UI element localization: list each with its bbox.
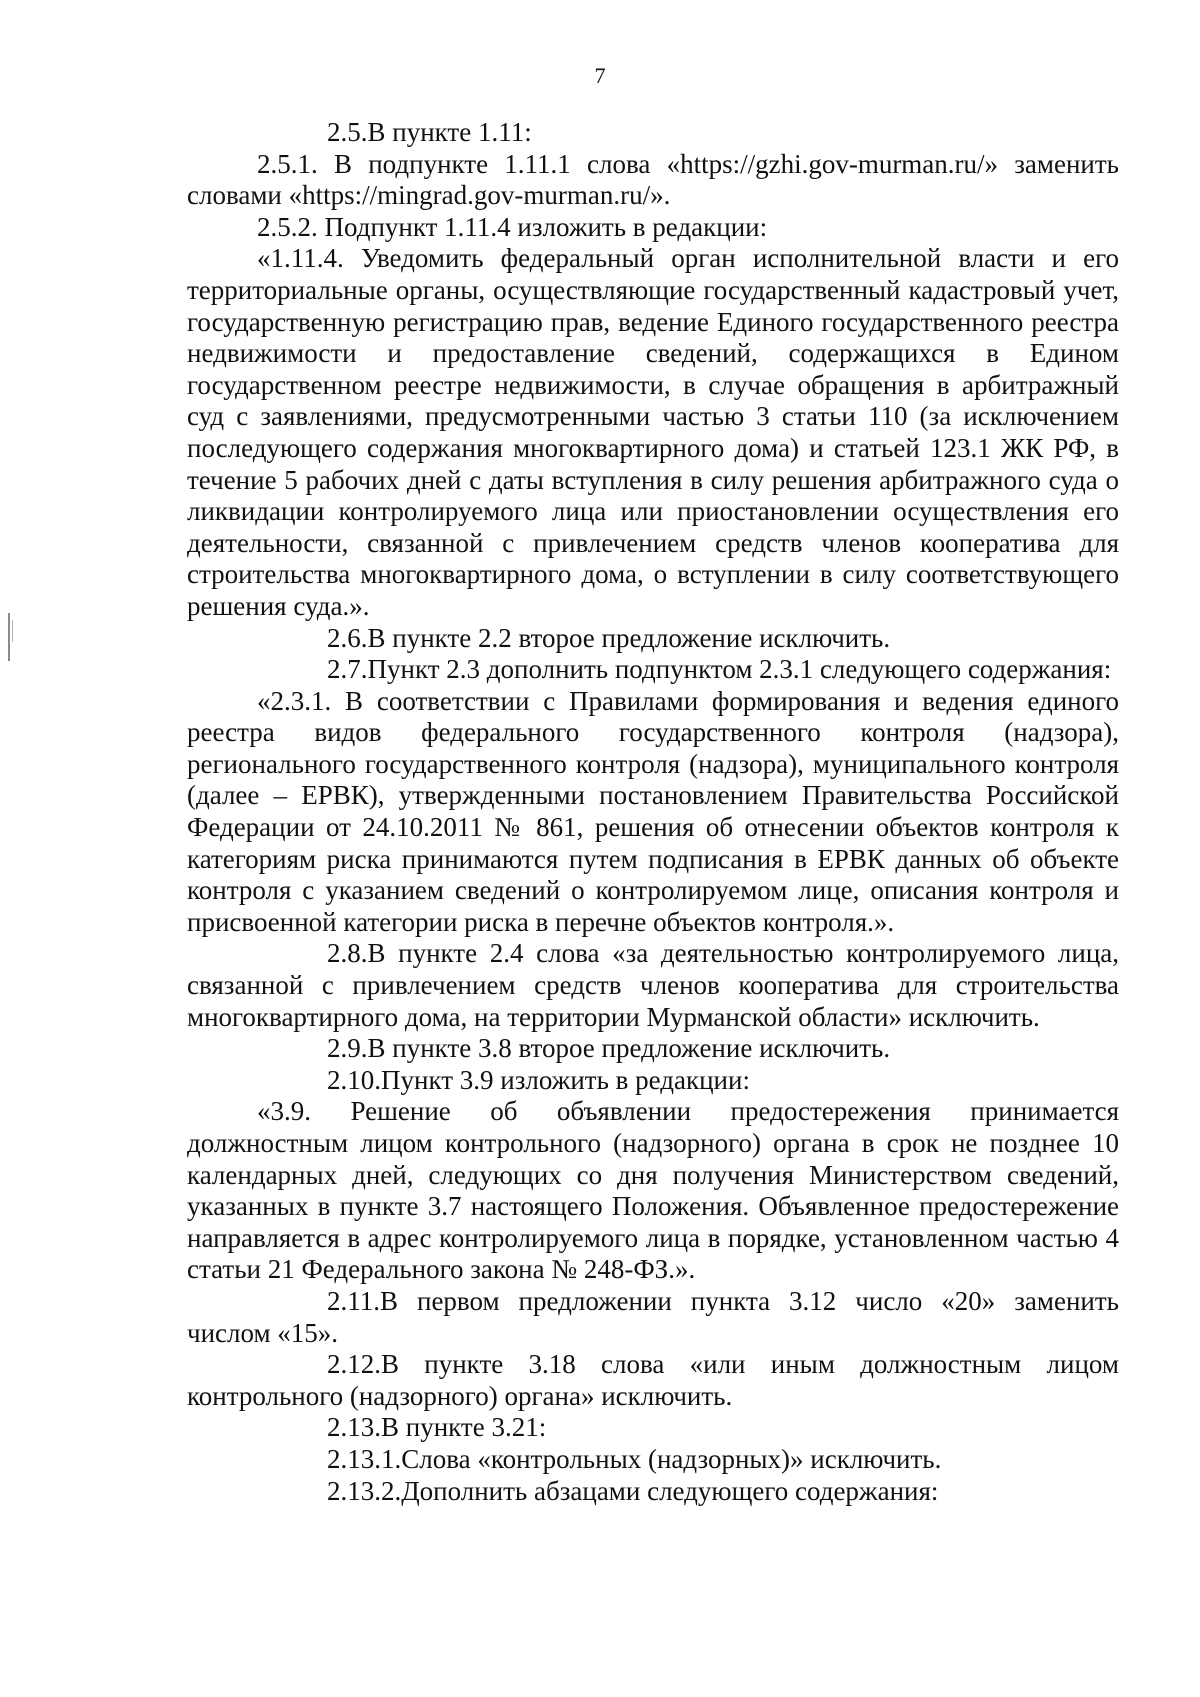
paragraph-3-9-quote xyxy=(187,1096,1119,1286)
paragraph-2-3-1-quote xyxy=(187,686,1119,939)
paragraph-2-6 xyxy=(187,623,1119,655)
paragraph-text: Пункт 2.3 дополнить подпунктом 2.3.1 следующего содержания: xyxy=(367,654,1112,685)
paragraph-2-7 xyxy=(187,654,1119,686)
item-number: 2.5. xyxy=(327,117,368,147)
paragraph-text: В пункте 3.8 второе предложение исключить. xyxy=(367,1033,891,1064)
item-number: 2.11. xyxy=(327,1285,380,1316)
item-number: 2.7. xyxy=(327,654,368,685)
paragraph-text: В пункте 3.21: xyxy=(381,1412,547,1443)
paragraph-text: «2.3.1. В соответствии с Правилами формирования и ведения единого реестра видов федерального государственного контроля (надзора), регионального государственного контроля (надзора), муниципального контроля (далее – ЕРВК), утвержденными постановлением Правительства Российской Федерации от 24.10.2011 № 861, решения об отнесении объектов контроля к категориям риска принимаются путем подписания в ЕРВК данных об объекте контроля с указанием сведений о контролируемом лице, описания контроля и присвоенной категории риска в перечне объектов контроля.». xyxy=(187,685,1119,937)
paragraph-2-5-2 xyxy=(187,212,1119,244)
paragraph-text: Дополнить абзацами следующего содержания: xyxy=(401,1475,939,1506)
item-number: 2.12. xyxy=(327,1349,381,1380)
paragraph-text: В пункте 2.4 слова «за деятельностью контролируемого лица, связанной с привлечением средств членов кооператива для строительства многоквартирного дома, на территории Мурманской области» исключить. xyxy=(187,938,1119,1032)
paragraph-1-11-4-quote xyxy=(187,243,1119,622)
paragraph-2-5 xyxy=(187,117,1119,149)
paragraph-2-13-1 xyxy=(187,1444,1119,1476)
item-number: 2.10. xyxy=(327,1064,381,1095)
paragraph-text: 2.5.1. В подпункте 1.11.1 слова «https://gzhi.gov-murman.ru/» заменить словами «https://mingrad.gov-murman.ru/». xyxy=(187,148,1119,211)
item-number: 2.13.2. xyxy=(327,1475,402,1506)
item-number: 2.6. xyxy=(327,622,368,653)
paragraph-2-10 xyxy=(187,1065,1119,1097)
scan-margin-mark xyxy=(8,613,10,661)
paragraph-text: «1.11.4. Уведомить федеральный орган исполнительной власти и его территориальные органы, осуществляющие государственный кадастровый учет, государственную регистрацию прав, ведение Единого государственного реестра недвижимости и предоставление сведений, содержащихся в Едином государственном реестре недвижимости, в случае обращения в арбитражный суд с заявлениями, предусмотренными частью 3 статьи 110 (за исключением последующего содержания многоквартирного дома) и статьей 123.1 ЖК РФ, в течение 5 рабочих дней с даты вступления в силу решения арбитражного суда о ликвидации контролируемого лица или приостановлении осуществления его деятельности, связанной с привлечением средств членов кооператива для строительства многоквартирного дома, о вступлении в силу соответствующего решения суда.». xyxy=(187,243,1119,621)
paragraph-text: В пункте 3.18 слова «или иным должностным лицом контрольного (надзорного) органа» исключить. xyxy=(187,1349,1119,1411)
item-number: 2.8. xyxy=(327,938,368,969)
item-number: 2.13. xyxy=(327,1412,381,1443)
paragraph-text: «3.9. Решение об объявлении предостережения принимается должностным лицом контрольного (надзорного) органа в срок не позднее 10 календарных дней, следующих со дня получения Министерством сведений, указанных в пункте 3.7 настоящего Положения. Объявленное предостережение направляется в адрес контролируемого лица в порядке, установленном частью 4 статьи 21 Федерального закона № 248-ФЗ.». xyxy=(187,1096,1119,1285)
paragraph-text: В первом предложении пункта 3.12 число «20» заменить числом «15». xyxy=(187,1285,1119,1348)
paragraph-2-8 xyxy=(187,938,1119,1033)
paragraph-text: 2.5.2. Подпункт 1.11.4 изложить в редакции: xyxy=(257,211,768,242)
paragraph-2-5-1 xyxy=(187,149,1119,212)
paragraph-2-9 xyxy=(187,1033,1119,1065)
paragraph-text: Пункт 3.9 изложить в редакции: xyxy=(381,1064,750,1095)
paragraph-text: В пункте 2.2 второе предложение исключить. xyxy=(367,622,891,653)
item-number: 2.13.1. xyxy=(327,1443,402,1474)
paragraph-text: Слова «контрольных (надзорных)» исключить. xyxy=(401,1443,942,1474)
paragraph-2-13 xyxy=(187,1412,1119,1444)
paragraph-2-11 xyxy=(187,1286,1119,1349)
paragraph-text: В пункте 1.11: xyxy=(367,117,532,147)
paragraph-2-12 xyxy=(187,1349,1119,1412)
page-number: 7 xyxy=(594,63,606,88)
item-number: 2.9. xyxy=(327,1033,368,1064)
scan-margin-mark xyxy=(12,620,13,642)
paragraph-2-13-2 xyxy=(187,1476,1119,1508)
document-body xyxy=(187,117,1119,1507)
